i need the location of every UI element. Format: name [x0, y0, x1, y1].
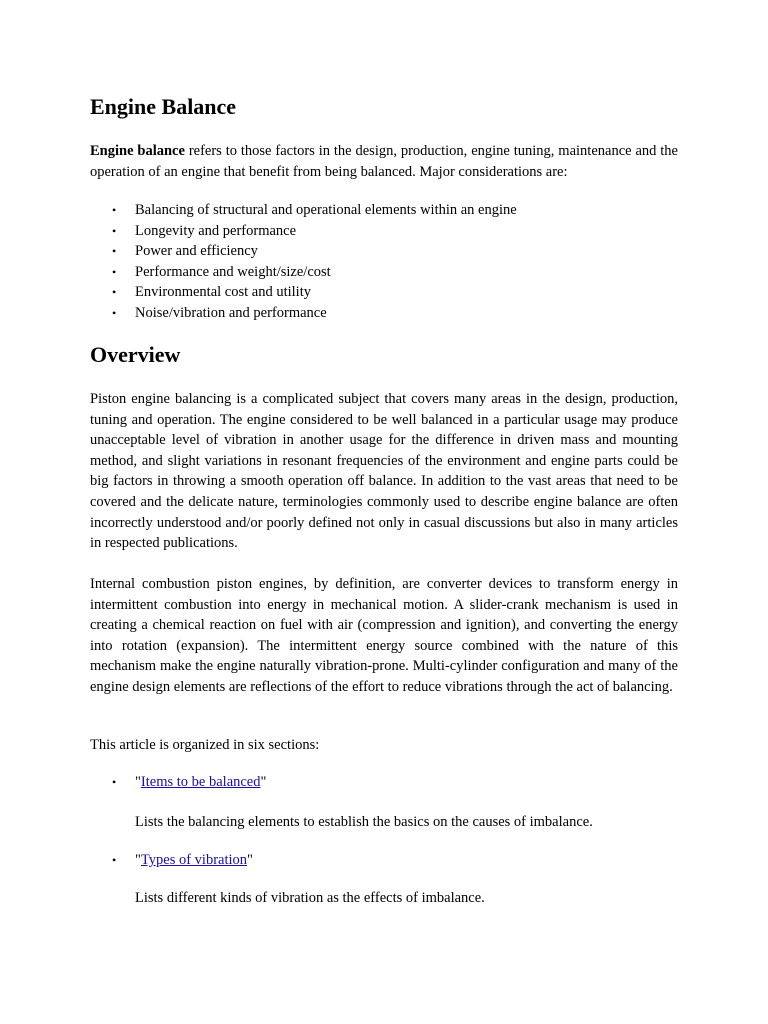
list-item-text: Noise/vibration and performance	[135, 304, 327, 321]
overview-paragraph-1: Piston engine balancing is a complicated subject that covers many areas in the design, production, tuning and operation. The engine considered to be well balanced in a particular usage may produce unacceptable level of vibration in another usage for the difference in driven mass and mounting method, and slight variations in resonant frequencies of the environment and engine parts could be big factors in throwing a smooth operation off balance. In addition to the vast areas that need to be covered and the delicate nature, terminologies commonly used to describe engine balance are often incorrectly understood and/or poorly defined not only in casual discussions but also in many articles in respected publications.	[90, 391, 678, 552]
section-item-title	[135, 772, 266, 793]
quote-close: "	[247, 852, 253, 868]
quote-close: "	[260, 774, 267, 790]
intro-bold-term: Engine balance	[90, 143, 185, 159]
intro-paragraph	[90, 141, 678, 182]
list-item-text: Balancing of structural and operational elements within an engine	[135, 202, 517, 218]
list-item	[90, 200, 678, 221]
section-item-description: Lists different kinds of vibration as the effects of imbalance.	[135, 890, 485, 906]
overview-heading: Overview	[90, 342, 181, 367]
list-item	[90, 221, 678, 242]
bullet-icon: •	[112, 203, 117, 217]
overview-paragraph-2: Internal combustion piston engines, by definition, are converter devices to transform energy in intermittent combustion into energy in mechanical motion. A slider-crank mechanism is used in creating a chemical reaction on fuel with air (compression and ignition), and converting the energy into rotation (expansion). The intermittent energy source combined with the nature of this mechanism make the engine naturally vibration-prone. Multi-cylinder configuration and many of the engine design elements are reflections of the effort to reduce vibrations through the act of balancing.	[90, 576, 678, 695]
bullet-icon: •	[112, 285, 117, 299]
quote-open: "	[135, 774, 141, 790]
list-item	[90, 282, 678, 303]
list-item-text: Environmental cost and utility	[135, 284, 311, 300]
list-item-text: Power and efficiency	[135, 243, 258, 259]
bullet-icon: •	[112, 244, 117, 258]
types-of-vibration-link[interactable]: Types of vibration	[140, 852, 248, 868]
section-item-title	[135, 850, 253, 871]
bullet-icon: •	[112, 223, 117, 238]
bullet-icon: •	[112, 775, 117, 789]
page-title: Engine Balance	[90, 94, 237, 119]
bullet-icon: •	[112, 305, 117, 320]
list-item	[90, 262, 678, 283]
sections-intro-paragraph: This article is organized in six sections:	[90, 737, 320, 753]
list-item	[90, 303, 678, 324]
items-to-be-balanced-link[interactable]: Items to be balanced	[140, 774, 261, 790]
bullet-icon: •	[112, 264, 117, 279]
list-item-text: Performance and weight/size/cost	[135, 263, 331, 280]
intro-text: refers to those factors in the design, production, engine tuning, maintenance and the operation of an engine that benefit from being balanced. Major considerations are:	[90, 143, 678, 180]
list-item	[90, 241, 678, 262]
list-item-text: Longevity and performance	[135, 222, 297, 239]
bullet-icon: •	[112, 853, 117, 867]
considerations-list	[90, 200, 678, 323]
section-item-description: Lists the balancing elements to establish the basics on the causes of imbalance.	[135, 814, 593, 830]
quote-open: "	[135, 852, 141, 868]
